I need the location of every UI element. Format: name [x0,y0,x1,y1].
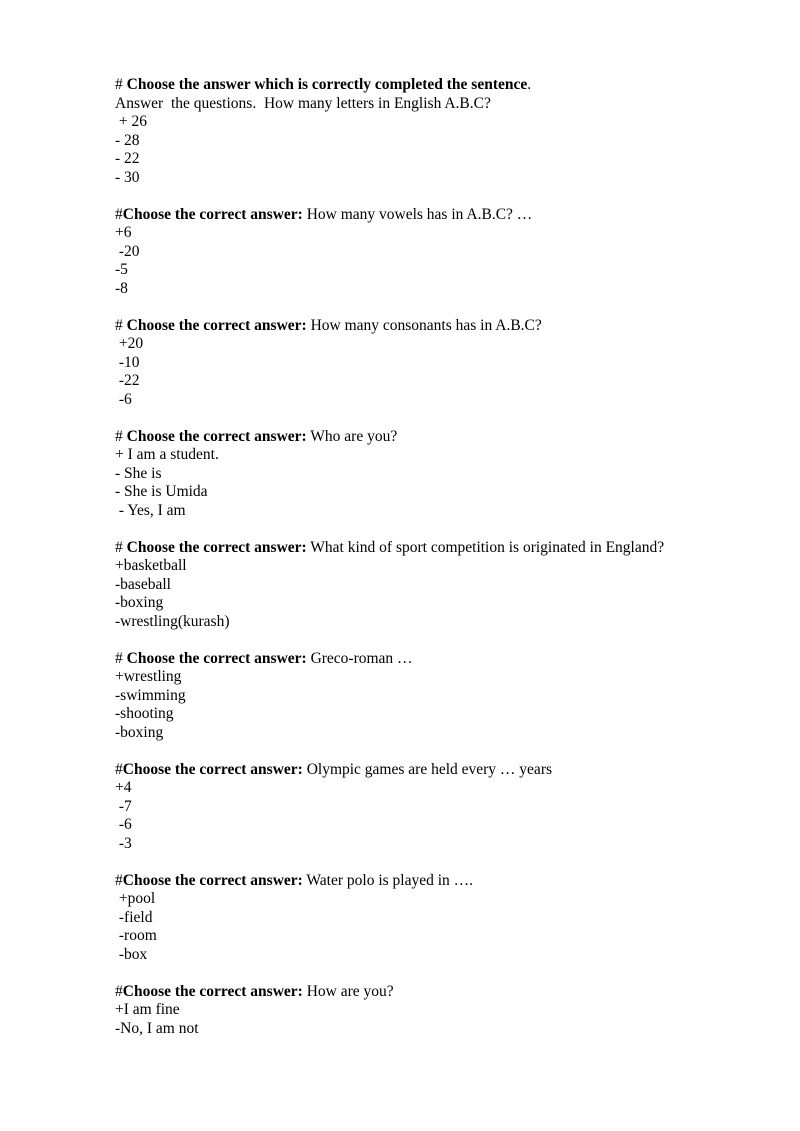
question-line [115,317,755,336]
answer-option: - She is [115,464,162,482]
answer-option: -swimming [115,686,186,704]
question-text: Who are you? [306,427,398,445]
question-block [115,761,755,854]
answer-option: -room [115,927,157,944]
answer-option: +6 [115,224,132,241]
question-text: Water polo is played in …. [302,871,474,889]
answer-option: -shooting [115,705,174,722]
question-block [115,317,755,410]
answer-option: -boxing [115,594,164,611]
question-marker: # [115,205,123,223]
answer-option: - 30 [115,168,140,186]
question-block [115,206,755,299]
answer-option: -6 [115,390,132,408]
question-text: What kind of sport competition is originated in England? [306,538,665,556]
question-marker: # [115,649,127,667]
question-line [115,872,755,891]
answer-option: +wrestling [115,668,182,685]
question-block [115,428,755,521]
question-instruction: Choose the correct answer: [122,205,303,223]
question-line [115,539,755,558]
question-text: How many vowels has in A.B.C? … [302,205,533,223]
answer-option: -6 [115,816,132,833]
answer-option: +pool [115,890,156,907]
question-marker: # [115,871,123,889]
question-instruction: Choose the correct answer: [122,760,303,778]
question-line [115,428,755,447]
answer-option: + I am a student. [115,446,219,463]
answer-option: - 28 [115,131,140,149]
question-subtext: Answer the questions. How many letters in English A.B.C? [115,94,491,112]
question-instruction: Choose the correct answer: [122,871,303,889]
question-marker: # [115,316,127,334]
answer-option: -box [115,945,148,963]
answer-option: -3 [115,834,132,852]
answer-option: +I am fine [115,1001,180,1018]
answer-option: -22 [115,372,140,389]
document-body [115,76,755,1057]
question-text: Greco-roman … [306,649,413,667]
question-block [115,76,755,187]
question-marker: # [115,76,127,93]
answer-option: +4 [115,779,132,796]
question-instruction: Choose the correct answer: [126,316,307,334]
answer-option: -baseball [115,575,171,593]
question-text: . [527,76,532,93]
question-marker: # [115,427,127,445]
answer-option: + 26 [115,113,147,130]
answer-option: -5 [115,261,128,278]
question-block [115,539,755,632]
question-block [115,650,755,743]
answer-option: - Yes, I am [115,501,186,519]
answer-option: +20 [115,335,144,352]
answer-option: -No, I am not [115,1019,199,1037]
question-instruction: Choose the correct answer: [126,649,307,667]
question-marker: # [115,538,127,556]
question-block [115,872,755,965]
question-line [115,76,755,95]
question-marker: # [115,760,123,778]
question-line [115,206,755,225]
question-instruction: Choose the answer which is correctly completed the sentence [126,76,528,93]
answer-option: -10 [115,353,140,371]
question-text: How are you? [302,982,394,1000]
question-block [115,983,755,1039]
question-text: Olympic games are held every … years [302,760,553,778]
answer-option: -8 [115,279,128,297]
answer-option: - 22 [115,150,140,167]
question-marker: # [115,982,123,1000]
question-text: How many consonants has in A.B.C? [306,316,542,334]
question-line [115,761,755,780]
answer-option: -boxing [115,723,164,741]
question-instruction: Choose the correct answer: [122,982,303,1000]
question-line [115,983,755,1002]
answer-option: -field [115,908,153,926]
question-instruction: Choose the correct answer: [126,427,307,445]
answer-option: -20 [115,242,140,260]
question-instruction: Choose the correct answer: [126,538,307,556]
answer-option: - She is Umida [115,483,208,500]
answer-option: +basketball [115,557,187,574]
question-line [115,650,755,669]
answer-option: -wrestling(kurash) [115,612,230,630]
answer-option: -7 [115,797,132,815]
